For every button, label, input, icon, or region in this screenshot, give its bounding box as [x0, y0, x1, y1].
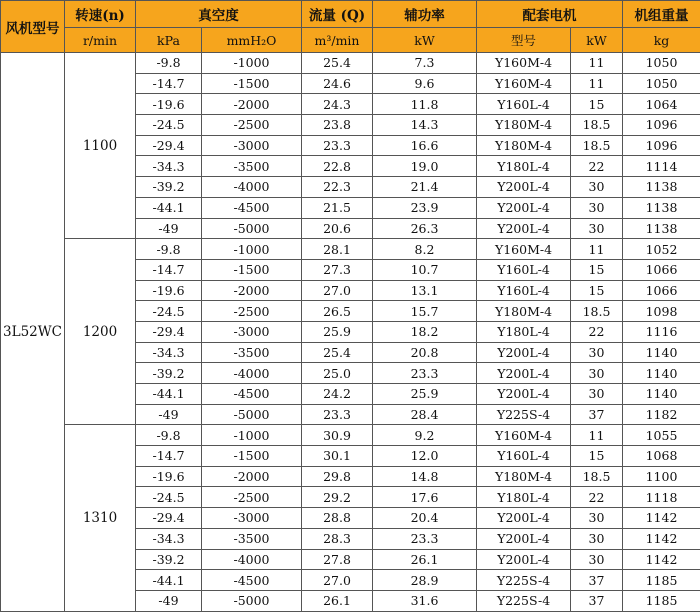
motor-kw-cell: 11 — [571, 53, 623, 74]
motor-type-cell: Y200L-4 — [477, 384, 571, 405]
motor-type-cell: Y160M-4 — [477, 73, 571, 94]
weight-cell: 1182 — [623, 404, 700, 425]
mmh2o-cell: -2500 — [202, 301, 302, 322]
flow-cell: 24.2 — [302, 384, 373, 405]
flow-cell: 29.8 — [302, 466, 373, 487]
subheader-speed-unit: r/min — [65, 28, 136, 53]
weight-cell: 1064 — [623, 94, 700, 115]
flow-cell: 27.0 — [302, 570, 373, 591]
motor-kw-cell: 37 — [571, 590, 623, 611]
mmh2o-cell: -5000 — [202, 590, 302, 611]
speed-cell: 1310 — [65, 425, 136, 611]
power-cell: 20.8 — [373, 342, 477, 363]
kpa-cell: -14.7 — [136, 446, 202, 467]
mmh2o-cell: -1000 — [202, 53, 302, 74]
mmh2o-cell: -4500 — [202, 197, 302, 218]
power-cell: 18.2 — [373, 321, 477, 342]
flow-cell: 28.8 — [302, 508, 373, 529]
weight-cell: 1050 — [623, 53, 700, 74]
flow-cell: 27.3 — [302, 259, 373, 280]
power-cell: 20.4 — [373, 508, 477, 529]
power-cell: 7.3 — [373, 53, 477, 74]
flow-cell: 26.5 — [302, 301, 373, 322]
kpa-cell: -29.4 — [136, 508, 202, 529]
flow-cell: 28.1 — [302, 239, 373, 260]
power-cell: 15.7 — [373, 301, 477, 322]
weight-cell: 1138 — [623, 177, 700, 198]
subheader-mmh2o: mmH₂O — [202, 28, 302, 53]
flow-cell: 20.6 — [302, 218, 373, 239]
flow-cell: 30.1 — [302, 446, 373, 467]
motor-kw-cell: 18.5 — [571, 301, 623, 322]
flow-cell: 23.3 — [302, 404, 373, 425]
motor-kw-cell: 30 — [571, 508, 623, 529]
weight-cell: 1068 — [623, 446, 700, 467]
weight-cell: 1098 — [623, 301, 700, 322]
flow-cell: 25.9 — [302, 321, 373, 342]
weight-cell: 1185 — [623, 590, 700, 611]
mmh2o-cell: -3000 — [202, 321, 302, 342]
motor-type-cell: Y160M-4 — [477, 239, 571, 260]
motor-kw-cell: 30 — [571, 197, 623, 218]
motor-type-cell: Y180M-4 — [477, 115, 571, 136]
mmh2o-cell: -2500 — [202, 487, 302, 508]
motor-type-cell: Y200L-4 — [477, 342, 571, 363]
mmh2o-cell: -2000 — [202, 94, 302, 115]
motor-type-cell: Y200L-4 — [477, 528, 571, 549]
flow-cell: 25.4 — [302, 342, 373, 363]
subheader-flow-unit: m³/min — [302, 28, 373, 53]
power-cell: 14.3 — [373, 115, 477, 136]
power-cell: 17.6 — [373, 487, 477, 508]
weight-cell: 1096 — [623, 115, 700, 136]
header-speed: 转速(n) — [65, 1, 136, 28]
power-cell: 28.4 — [373, 404, 477, 425]
weight-cell: 1142 — [623, 508, 700, 529]
weight-cell: 1052 — [623, 239, 700, 260]
kpa-cell: -24.5 — [136, 115, 202, 136]
motor-kw-cell: 30 — [571, 528, 623, 549]
kpa-cell: -29.4 — [136, 135, 202, 156]
motor-type-cell: Y180M-4 — [477, 466, 571, 487]
motor-kw-cell: 18.5 — [571, 135, 623, 156]
weight-cell: 1096 — [623, 135, 700, 156]
mmh2o-cell: -1500 — [202, 73, 302, 94]
motor-kw-cell: 30 — [571, 363, 623, 384]
power-cell: 23.3 — [373, 528, 477, 549]
weight-cell: 1050 — [623, 73, 700, 94]
flow-cell: 26.1 — [302, 590, 373, 611]
flow-cell: 28.3 — [302, 528, 373, 549]
weight-cell: 1138 — [623, 197, 700, 218]
flow-cell: 25.4 — [302, 53, 373, 74]
flow-cell: 22.8 — [302, 156, 373, 177]
motor-type-cell: Y180L-4 — [477, 156, 571, 177]
motor-type-cell: Y225S-4 — [477, 570, 571, 591]
motor-type-cell: Y200L-4 — [477, 363, 571, 384]
motor-type-cell: Y160L-4 — [477, 446, 571, 467]
flow-cell: 27.8 — [302, 549, 373, 570]
kpa-cell: -14.7 — [136, 259, 202, 280]
motor-kw-cell: 22 — [571, 321, 623, 342]
flow-cell: 24.3 — [302, 94, 373, 115]
kpa-cell: -39.2 — [136, 549, 202, 570]
weight-cell: 1116 — [623, 321, 700, 342]
header-model: 风机型号 — [1, 1, 65, 53]
speed-cell: 1100 — [65, 53, 136, 239]
kpa-cell: -14.7 — [136, 73, 202, 94]
flow-cell: 22.3 — [302, 177, 373, 198]
table-header — [1, 1, 700, 53]
kpa-cell: -19.6 — [136, 94, 202, 115]
header-power: 辅功率 — [373, 1, 477, 28]
table-row — [1, 53, 700, 74]
motor-type-cell: Y180L-4 — [477, 487, 571, 508]
kpa-cell: -34.3 — [136, 342, 202, 363]
subheader-motor-kw: kW — [571, 28, 623, 53]
model-cell: 3L52WC — [1, 53, 65, 612]
power-cell: 10.7 — [373, 259, 477, 280]
motor-type-cell: Y160M-4 — [477, 425, 571, 446]
subheader-motor-type: 型号 — [477, 28, 571, 53]
motor-type-cell: Y200L-4 — [477, 177, 571, 198]
motor-type-cell: Y160M-4 — [477, 53, 571, 74]
header-vacuum: 真空度 — [136, 1, 302, 28]
mmh2o-cell: -1000 — [202, 425, 302, 446]
weight-cell: 1142 — [623, 528, 700, 549]
weight-cell: 1185 — [623, 570, 700, 591]
kpa-cell: -34.3 — [136, 528, 202, 549]
motor-kw-cell: 30 — [571, 177, 623, 198]
kpa-cell: -9.8 — [136, 239, 202, 260]
motor-kw-cell: 15 — [571, 259, 623, 280]
motor-kw-cell: 30 — [571, 218, 623, 239]
mmh2o-cell: -5000 — [202, 218, 302, 239]
mmh2o-cell: -2000 — [202, 280, 302, 301]
kpa-cell: -19.6 — [136, 280, 202, 301]
subheader-weight-unit: kg — [623, 28, 700, 53]
weight-cell: 1140 — [623, 384, 700, 405]
motor-type-cell: Y180L-4 — [477, 321, 571, 342]
power-cell: 23.3 — [373, 363, 477, 384]
motor-kw-cell: 15 — [571, 280, 623, 301]
power-cell: 25.9 — [373, 384, 477, 405]
weight-cell: 1055 — [623, 425, 700, 446]
motor-type-cell: Y200L-4 — [477, 508, 571, 529]
motor-kw-cell: 22 — [571, 487, 623, 508]
kpa-cell: -39.2 — [136, 177, 202, 198]
power-cell: 21.4 — [373, 177, 477, 198]
flow-cell: 25.0 — [302, 363, 373, 384]
flow-cell: 23.8 — [302, 115, 373, 136]
power-cell: 14.8 — [373, 466, 477, 487]
kpa-cell: -49 — [136, 590, 202, 611]
speed-cell: 1200 — [65, 239, 136, 425]
motor-type-cell: Y160L-4 — [477, 259, 571, 280]
flow-cell: 29.2 — [302, 487, 373, 508]
mmh2o-cell: -4000 — [202, 177, 302, 198]
motor-type-cell: Y160L-4 — [477, 94, 571, 115]
motor-kw-cell: 11 — [571, 73, 623, 94]
mmh2o-cell: -3000 — [202, 135, 302, 156]
kpa-cell: -44.1 — [136, 197, 202, 218]
power-cell: 28.9 — [373, 570, 477, 591]
motor-kw-cell: 37 — [571, 570, 623, 591]
mmh2o-cell: -3500 — [202, 342, 302, 363]
motor-kw-cell: 15 — [571, 94, 623, 115]
kpa-cell: -29.4 — [136, 321, 202, 342]
mmh2o-cell: -3000 — [202, 508, 302, 529]
weight-cell: 1100 — [623, 466, 700, 487]
power-cell: 16.6 — [373, 135, 477, 156]
kpa-cell: -34.3 — [136, 156, 202, 177]
weight-cell: 1140 — [623, 363, 700, 384]
mmh2o-cell: -4500 — [202, 384, 302, 405]
mmh2o-cell: -4500 — [202, 570, 302, 591]
power-cell: 11.8 — [373, 94, 477, 115]
mmh2o-cell: -4000 — [202, 549, 302, 570]
motor-type-cell: Y180M-4 — [477, 301, 571, 322]
power-cell: 19.0 — [373, 156, 477, 177]
power-cell: 31.6 — [373, 590, 477, 611]
mmh2o-cell: -4000 — [202, 363, 302, 384]
kpa-cell: -49 — [136, 218, 202, 239]
weight-cell: 1066 — [623, 280, 700, 301]
motor-kw-cell: 22 — [571, 156, 623, 177]
motor-kw-cell: 18.5 — [571, 115, 623, 136]
motor-type-cell: Y200L-4 — [477, 549, 571, 570]
kpa-cell: -44.1 — [136, 570, 202, 591]
kpa-cell: -49 — [136, 404, 202, 425]
motor-kw-cell: 37 — [571, 404, 623, 425]
weight-cell: 1140 — [623, 342, 700, 363]
flow-cell: 21.5 — [302, 197, 373, 218]
power-cell: 26.3 — [373, 218, 477, 239]
kpa-cell: -24.5 — [136, 301, 202, 322]
power-cell: 23.9 — [373, 197, 477, 218]
kpa-cell: -44.1 — [136, 384, 202, 405]
motor-kw-cell: 11 — [571, 239, 623, 260]
motor-kw-cell: 30 — [571, 384, 623, 405]
motor-type-cell: Y160L-4 — [477, 280, 571, 301]
kpa-cell: -39.2 — [136, 363, 202, 384]
mmh2o-cell: -2000 — [202, 466, 302, 487]
table-body — [1, 53, 700, 612]
header-motor: 配套电机 — [477, 1, 623, 28]
power-cell: 9.2 — [373, 425, 477, 446]
flow-cell: 23.3 — [302, 135, 373, 156]
table-row — [1, 239, 700, 260]
mmh2o-cell: -3500 — [202, 528, 302, 549]
mmh2o-cell: -5000 — [202, 404, 302, 425]
weight-cell: 1066 — [623, 259, 700, 280]
flow-cell: 24.6 — [302, 73, 373, 94]
weight-cell: 1114 — [623, 156, 700, 177]
motor-kw-cell: 11 — [571, 425, 623, 446]
flow-cell: 30.9 — [302, 425, 373, 446]
motor-type-cell: Y225S-4 — [477, 590, 571, 611]
kpa-cell: -9.8 — [136, 53, 202, 74]
motor-kw-cell: 15 — [571, 446, 623, 467]
kpa-cell: -19.6 — [136, 466, 202, 487]
subheader-power-unit: kW — [373, 28, 477, 53]
motor-type-cell: Y200L-4 — [477, 197, 571, 218]
motor-type-cell: Y180M-4 — [477, 135, 571, 156]
kpa-cell: -24.5 — [136, 487, 202, 508]
motor-kw-cell: 18.5 — [571, 466, 623, 487]
motor-kw-cell: 30 — [571, 342, 623, 363]
mmh2o-cell: -1500 — [202, 259, 302, 280]
header-flow: 流量 (Q) — [302, 1, 373, 28]
power-cell: 12.0 — [373, 446, 477, 467]
power-cell: 8.2 — [373, 239, 477, 260]
power-cell: 9.6 — [373, 73, 477, 94]
mmh2o-cell: -3500 — [202, 156, 302, 177]
mmh2o-cell: -1000 — [202, 239, 302, 260]
motor-kw-cell: 30 — [571, 549, 623, 570]
weight-cell: 1138 — [623, 218, 700, 239]
motor-type-cell: Y200L-4 — [477, 218, 571, 239]
subheader-kpa: kPa — [136, 28, 202, 53]
power-cell: 26.1 — [373, 549, 477, 570]
mmh2o-cell: -1500 — [202, 446, 302, 467]
weight-cell: 1118 — [623, 487, 700, 508]
power-cell: 13.1 — [373, 280, 477, 301]
flow-cell: 27.0 — [302, 280, 373, 301]
header-weight: 机组重量 — [623, 1, 700, 28]
kpa-cell: -9.8 — [136, 425, 202, 446]
table-row — [1, 425, 700, 446]
mmh2o-cell: -2500 — [202, 115, 302, 136]
motor-type-cell: Y225S-4 — [477, 404, 571, 425]
weight-cell: 1142 — [623, 549, 700, 570]
